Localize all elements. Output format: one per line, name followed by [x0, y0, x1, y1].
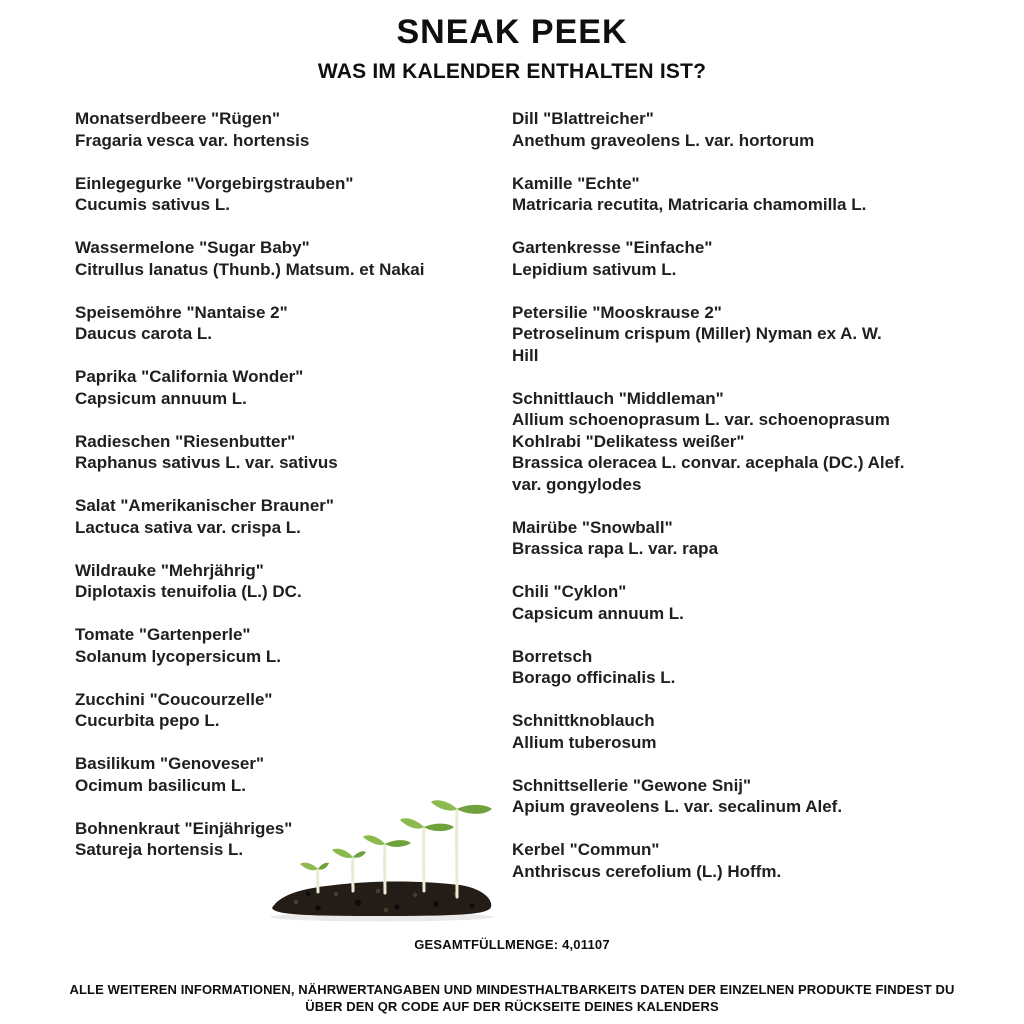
plant-entry [512, 839, 990, 882]
plant-entry-line: Monatserdbeere "Rügen" [75, 109, 281, 128]
plant-entry-line: Capsicum annuum L. [75, 388, 247, 408]
plant-entry-line: Dill "Blattreicher" [512, 109, 654, 128]
plant-entry-line: Hill [512, 345, 539, 365]
plant-entry-line: Borago officinalis L. [512, 668, 676, 687]
seedlings-in-soil-icon [266, 794, 498, 924]
plant-entry [512, 388, 990, 496]
plant-entry-line: Radieschen "Riesenbutter" [75, 431, 296, 451]
plant-entry [512, 581, 990, 624]
plant-entry [75, 624, 512, 667]
plant-entry-line: Basilikum "Genoveser" [75, 754, 265, 773]
plant-entry [75, 560, 512, 603]
plant-entry-line: Speisemöhre "Nantaise 2" [75, 302, 288, 322]
plant-entry [75, 366, 512, 409]
plant-entry-line: Lepidium sativum L. [512, 259, 677, 279]
plant-entry [75, 108, 512, 151]
plant-entry-line: Schnittlauch "Middleman" [512, 388, 724, 408]
plant-entry-line: Salat "Amerikanischer Brauner" [75, 496, 334, 515]
page-title: SNEAK PEEK [396, 13, 628, 51]
plant-entry [512, 775, 990, 818]
plant-entry-line: Gartenkresse "Einfache" [512, 238, 713, 257]
plant-column-left [75, 108, 512, 904]
plant-entry-line: Anthriscus cerefolium (L.) Hoffm. [512, 861, 782, 881]
plant-entry-line: Diplotaxis tenuifolia (L.) DC. [75, 582, 302, 601]
plant-entry [512, 173, 990, 216]
plant-entry-line: Bohnenkraut "Einjähriges" [75, 818, 293, 838]
plant-entry-line: Daucus carota L. [75, 324, 212, 343]
plant-entry [75, 753, 512, 796]
plant-entry-line: Chili "Cyklon" [512, 582, 627, 601]
plant-entry-line: Wassermelone "Sugar Baby" [75, 238, 310, 257]
plant-entry-line: Allium tuberosum [512, 732, 657, 752]
plant-entry-line: Cucumis sativus L. [75, 195, 230, 214]
plant-entry [75, 302, 512, 345]
plant-entry-line: Borretsch [512, 646, 593, 666]
total-fill-amount: GESAMTFÜLLMENGE: 4,01107 [414, 937, 610, 952]
plant-entry-line: Kamille "Echte" [512, 173, 640, 193]
plant-list [75, 108, 990, 904]
plant-entry-line: Paprika "California Wonder" [75, 367, 304, 386]
plant-entry-line: Einlegegurke "Vorgebirgstrauben" [75, 173, 354, 193]
plant-entry-line: Fragaria vesca var. hortensis [75, 130, 310, 150]
plant-entry-line: Kerbel "Commun" [512, 840, 660, 859]
plant-entry-line: Schnittknoblauch [512, 711, 655, 730]
plant-entry-line: Matricaria recutita, Matricaria chamomilla L. [512, 195, 867, 214]
plant-entry-line: Zucchini "Coucourzelle" [75, 689, 273, 709]
plant-entry [512, 302, 990, 367]
plant-entry-line: Ocimum basilicum L. [75, 775, 246, 795]
plant-entry-line: Allium schoenoprasum L. var. schoenoprasum [512, 410, 890, 429]
plant-entry [75, 173, 512, 216]
plant-entry-line: Petroselinum crispum (Miller) Nyman ex A. W. [512, 324, 882, 343]
plant-entry [512, 108, 990, 151]
plant-entry [75, 237, 512, 280]
plant-entry [75, 431, 512, 474]
plant-entry-line: Tomate "Gartenperle" [75, 625, 251, 644]
poster-header [0, 0, 1024, 84]
footer-note [0, 981, 1024, 1015]
footer-note-line: ÜBER DEN QR CODE AUF DER RÜCKSEITE DEINES KALENDERS [305, 999, 719, 1014]
plant-entry-line: Petersilie "Mooskrause 2" [512, 302, 722, 322]
plant-entry [512, 237, 990, 280]
plant-entry-line: Anethum graveolens L. var. hortorum [512, 130, 815, 150]
plant-entry-line: Cucurbita pepo L. [75, 711, 220, 730]
plant-entry-line: Brassica oleracea L. convar. acephala (DC.) Alef. [512, 453, 905, 472]
plant-entry-line: Apium graveolens L. var. secalinum Alef. [512, 797, 843, 816]
footer-note-line: ALLE WEITEREN INFORMATIONEN, NÄHRWERTANGABEN UND MINDESTHALTBARKEITS DATEN DER EINZELNEN PRODUKTE FINDEST DU [69, 982, 955, 997]
plant-column-right [512, 108, 990, 904]
page-subtitle: WAS IM KALENDER ENTHALTEN IST? [317, 60, 707, 83]
plant-entry-line: Solanum lycopersicum L. [75, 646, 281, 666]
seedling-4 [400, 818, 454, 891]
plant-entry-line: var. gongylodes [512, 474, 642, 494]
plant-entry [75, 689, 512, 732]
plant-entry-line: Schnittsellerie "Gewone Snij" [512, 775, 752, 795]
plant-entry [512, 517, 990, 560]
plant-entry [75, 495, 512, 538]
seedlings-illustration-svg [266, 794, 498, 924]
plant-entry-line: Satureja hortensis L. [75, 840, 244, 859]
plant-entry-line: Wildrauke "Mehrjährig" [75, 560, 264, 580]
plant-entry [512, 710, 990, 753]
plant-entry-line: Lactuca sativa var. crispa L. [75, 517, 301, 537]
seedling-5 [431, 800, 492, 897]
plant-entry-line: Citrullus lanatus (Thunb.) Matsum. et Nakai [75, 259, 425, 279]
plant-entry [512, 646, 990, 689]
plant-entry-line: Raphanus sativus L. var. sativus [75, 453, 338, 472]
plant-entry-line: Capsicum annuum L. [512, 603, 684, 623]
plant-entry-line: Brassica rapa L. var. rapa [512, 539, 719, 558]
plant-entry-line: Kohlrabi "Delikatess weißer" [512, 431, 745, 451]
plant-entry-line: Mairübe "Snowball" [512, 517, 673, 537]
